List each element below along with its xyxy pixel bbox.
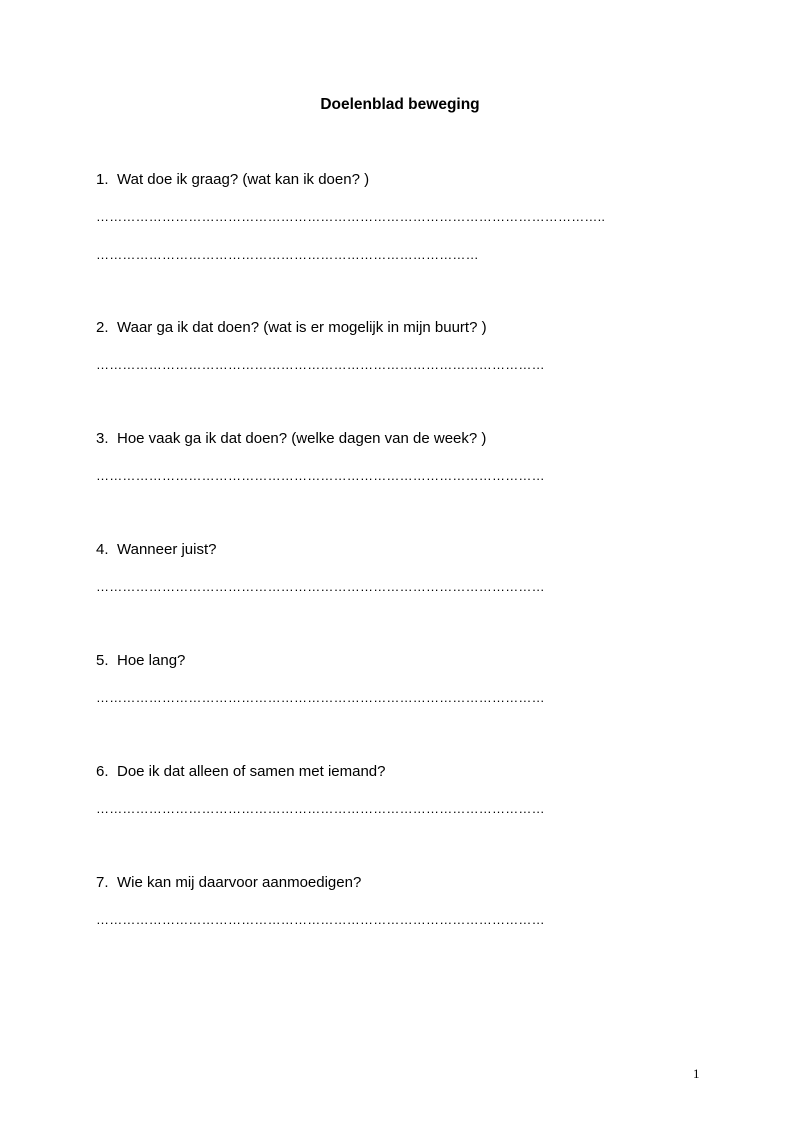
question-number: 6. [96, 763, 109, 780]
question-7 [96, 873, 361, 893]
question-number: 2. [96, 319, 109, 336]
question-number: 3. [96, 430, 109, 447]
question-text: Wanneer juist? [117, 541, 217, 558]
question-text: Doe ik dat alleen of samen met iemand? [117, 763, 386, 780]
page-title: Doelenblad beweging [320, 96, 480, 113]
question-text: Wat doe ik graag? (wat kan ik doen? ) [117, 171, 370, 188]
answer-line[interactable]: ………………………………………………………………………………………… [96, 690, 545, 705]
question-number: 5. [96, 652, 109, 669]
question-number: 4. [96, 541, 109, 558]
answer-line[interactable]: …………………………………………………………………………………………………….. [96, 209, 606, 224]
question-number: 7. [96, 874, 109, 891]
question-number: 1. [96, 171, 109, 188]
question-text: Hoe lang? [117, 652, 186, 669]
answer-line[interactable]: ………………………………………………………………………………………… [96, 801, 545, 816]
answer-line[interactable]: ………………………………………………………………………………………… [96, 357, 545, 372]
answer-line[interactable]: ………………………………………………………………………………………… [96, 912, 545, 927]
question-6 [96, 762, 385, 782]
question-4 [96, 540, 217, 560]
question-text: Waar ga ik dat doen? (wat is er mogelijk in mijn buurt? ) [117, 319, 487, 336]
question-2 [96, 318, 487, 338]
answer-line[interactable]: ………………………………………………………………………………………… [96, 468, 545, 483]
question-text: Wie kan mij daarvoor aanmoedigen? [117, 874, 362, 891]
question-5 [96, 651, 185, 671]
answer-line[interactable]: ………………………………………………………………………………………… [96, 579, 545, 594]
question-text: Hoe vaak ga ik dat doen? (welke dagen van de week? ) [117, 430, 487, 447]
question-3 [96, 429, 486, 449]
page-number: 1 [693, 1066, 700, 1081]
question-1 [96, 170, 369, 190]
answer-line[interactable]: …………………………………………………………………………… [96, 247, 479, 262]
